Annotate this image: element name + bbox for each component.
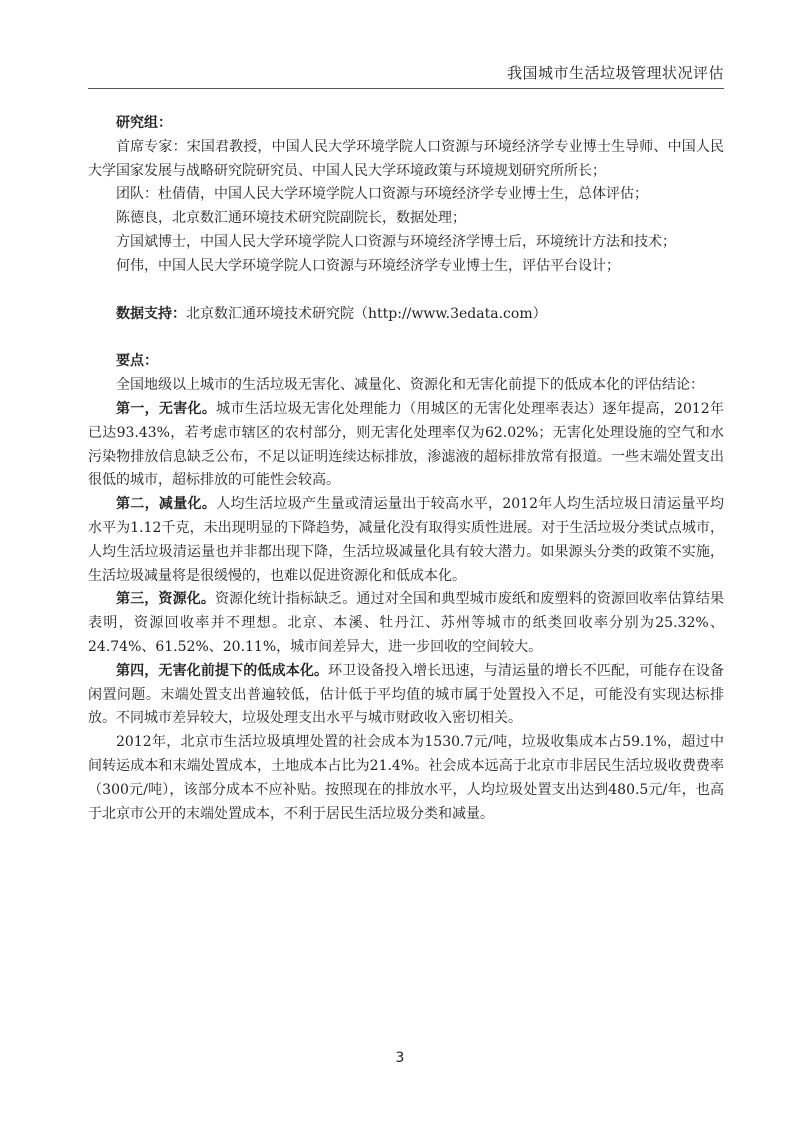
running-header: 我国城市生活垃圾管理状况评估 bbox=[506, 64, 724, 82]
data-support-text: 北京数汇通环境技术研究院（http://www.3edata.com） bbox=[186, 305, 547, 322]
key-points-intro: 全国地级以上城市的生活垃圾无害化、减量化、资源化和无害化前提下的低成本化的评估结论： bbox=[116, 377, 704, 394]
key-point-harmless bbox=[88, 398, 724, 493]
key-point-text: 环卫设备投入增长迅速，与清运量的增长不匹配，可能存在设备闲置问题。末端处置支出普遍较低，估计低于平均值的城市属于处置投入不足，可能没有实现达标排放。不同城市差异较大，垃圾处理支出水平与城市财政收入密切相关。 bbox=[88, 662, 725, 727]
key-point-lead: 第一，无害化。 bbox=[116, 400, 217, 417]
spacer bbox=[88, 279, 724, 303]
spacer bbox=[88, 326, 724, 350]
key-point-lead: 第三，资源化。 bbox=[116, 591, 215, 608]
research-group-line: 何伟，中国人民大学环境学院人口资源与环境经济学专业博士生，评估平台设计； bbox=[116, 257, 620, 274]
research-group-line: 方国斌博士，中国人民大学环境学院人口资源与环境经济学博士后，环境统计方法和技术； bbox=[116, 233, 676, 250]
key-point-text: 城市生活垃圾无害化处理能力（用城区的无害化处理率表达）逐年提高，2012年已达93.43%，若考虑市辖区的农村部分，则无害化处理率仅为62.02%；无害化处理设施的空气和水污染物排放信息缺乏公布，不足以证明连续达标排放，渗滤液的超标排放常有报道。一些末端处置支出很低的城市，超标排放的可能性会较高。 bbox=[88, 400, 724, 489]
research-group-line: 陈德良，北京数汇通环境技术研究院副院长，数据处理； bbox=[116, 210, 466, 227]
page-content bbox=[88, 112, 724, 826]
key-points-heading: 要点： bbox=[116, 353, 158, 370]
key-point-reduction bbox=[88, 493, 724, 588]
data-support bbox=[88, 303, 724, 327]
key-point-lead: 第二，减量化。 bbox=[116, 496, 217, 513]
key-point-lead: 第四，无害化前提下的低成本化。 bbox=[116, 662, 329, 679]
data-support-label: 数据支持： bbox=[116, 305, 186, 322]
research-group-heading: 研究组： bbox=[116, 115, 172, 131]
header-divider bbox=[88, 88, 724, 89]
key-point-text: 人均生活垃圾产生量或清运量出于较高水平，2012年人均生活垃圾日清运量平均水平为1.12千克，未出现明显的下降趋势，减量化没有取得实质性进展。对于生活垃圾分类试点城市，人均生活垃圾清运量也并非都出现下降，生活垃圾减量化具有较大潜力。如果源头分类的政策不实施，生活垃圾减量将是很缓慢的，也难以促进资源化和低成本化。 bbox=[88, 496, 724, 584]
key-point-recycling bbox=[88, 588, 724, 659]
page-number: 3 bbox=[395, 1050, 405, 1066]
research-group-line: 首席专家：宋国君教授，中国人民大学环境学院人口资源与环境经济学专业博士生导师、中国人民大学国家发展与战略研究院研究员、中国人民大学环境政策与环境规划研究所所长； bbox=[88, 138, 724, 179]
key-point-text: 资源化统计指标缺乏。通过对全国和典型城市废纸和废塑料的资源回收率估算结果表明，资源回收率并不理想。北京、本溪、牡丹江、苏州等城市的纸类回收率分别为25.32%、24.74%、61.52%、20.11%，城市间差异大，进一步回收的空间较大。 bbox=[88, 591, 724, 655]
research-group-line: 团队：杜倩倩，中国人民大学环境学院人口资源与环境经济学专业博士生，总体评估； bbox=[116, 186, 648, 203]
key-point-low-cost bbox=[88, 660, 724, 731]
beijing-cost-paragraph: 2012年，北京市生活垃圾填埋处置的社会成本为1530.7元/吨，垃圾收集成本占59.1%，超过中间转运成本和末端处置成本，土地成本占比为21.4%。社会成本远高于北京市非居民生活垃圾收费费率（300元/吨），该部分成本不应补贴。按照现在的排放水平，人均垃圾处置支出达到480.5元/年，也高于北京市公开的末端处置成本，不利于居民生活垃圾分类和减量。 bbox=[88, 734, 724, 822]
